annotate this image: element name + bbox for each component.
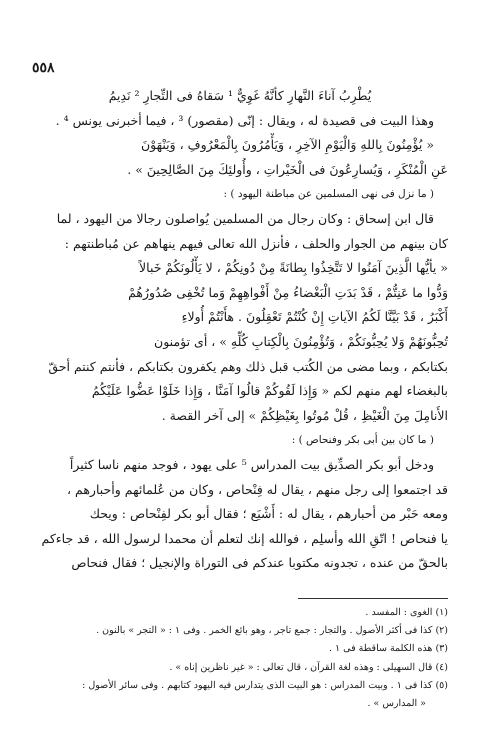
- poem-verse: يُطْرِبُ آناءَ النَّهارِ كأنَّهُ غَوِيٌّ ¹ سَقاهُ فى التِّجارِ ² نَدِيمُ: [108, 88, 372, 103]
- quran-verse-line: « يُؤْمِنُونَ بِاللهِ وَالْيَوْمِ الآخِرِ ، وَيَأْمُرُونَ بِالْمَعْرُوفِ ، وَيَنْهَوْنَ: [140, 137, 434, 153]
- text-line: بكتابكم ، وبما مضى من الكُتب قبل ذلك وهم يكفرون بكتابكم ، فأنتم كنتم أحقّ: [48, 358, 448, 374]
- section-heading: ( ما نزل فى نهى المسلمين عن مباطنة اليهود ) :: [223, 188, 434, 201]
- text-line: بالبغضاء لهم منهم لكم « وَإِذا لَقُوكُمْ قالُوا آمَنَّا ، وَإِذا خَلَوْا عَضُّوا عَلَيْكُمُ: [91, 383, 448, 399]
- text-line: قال ابن إسحاق : وكان رجال من المسلمين يُواصلون رجالا من اليهود ، لما: [56, 210, 434, 226]
- footnote-continuation: « المدارس » .: [367, 698, 426, 710]
- quran-verse-line: تُحِبُّونَهُمْ وَلا يُحِبُّونَكُمْ ، وَتُؤْمِنُونَ بِالْكِتابِ كُلِّهِ » ، أى تؤمنون: [154, 333, 448, 349]
- quran-verse-line: عَنِ الْمُنْكَرِ ، وَيُسارِعُونَ فى الْخَيْراتِ ، وأُولئِكَ مِنَ الصَّالِحِينَ » .: [127, 161, 448, 177]
- footnotes: [32, 604, 448, 713]
- footnote: (٢) كذا فى أكثر الأصول . والتجار : جمع تاجر ، وهو بائع الخمر . وفى ١ : « التجر » بالنون .: [96, 625, 448, 637]
- quran-verse-line: أَكْبَرُ ، قَدْ بَيَّنَّا لَكُمُ الآياتِ إِنْ كُنْتُمْ تَعْقِلُونَ . هأَنْتُمْ أُولاءِ: [181, 309, 448, 325]
- quran-verse-line: وَدُّوا ما عَنِتُّمْ ، قَدْ بَدَتِ الْبَغْضاءُ مِنْ أَفْواهِهِمْ وَما تُخْفِى صُدُورُهُمْ: [128, 284, 448, 300]
- section-heading: ( ما كان بين أبى بكر وفنحاص ) :: [291, 434, 434, 447]
- text-line: بالحقّ من عنده ، تجدونه مكتوبا عندكم فى التوراة والإنجيل ؛ فقال فنحاص: [71, 555, 448, 571]
- footnote-divider: [298, 598, 448, 599]
- text-line: يا فنحاص ! اتّقِ الله وأسلِم ، فوالله إنك لتعلم أن محمدا لرسول الله ، قد جاءكم: [41, 530, 448, 546]
- footnote: (٣) هذه الكلمة ساقطة فى ١ .: [328, 643, 448, 655]
- footnote: (١) الغوى : المفسد .: [365, 607, 448, 618]
- main-text: [32, 84, 448, 576]
- text-line: قد اجتمعوا إلى رجل منهم ، يقال له فِنْحاص ، وكان من عُلمائهم وأحبارهم ،: [67, 481, 448, 497]
- text-line: ودخل أبو بكر الصدِّيق بيت المدراس ⁵ على يهود ، فوجد منهم ناسا كثيراً: [69, 456, 434, 472]
- page-number: ٥٥٨: [32, 60, 55, 76]
- footnote: (٥) كذا فى ١ . وبيت المدراس : هو البيت الذى يتدارس فيه اليهود كتابهم . وفى سائر الأصول :: [82, 679, 448, 691]
- text-line: ومعه حَبْر من أحبارهم ، يقال له : أَشْيَع ؛ فقال أبو بكر لفِنْحاص : ويحك: [89, 506, 448, 522]
- text-line: الأَنامِلَ مِنَ الْغَيْظِ ، قُلْ مُوتُوا بِغَيْظِكُمْ » إلى آخر القصة .: [161, 407, 448, 423]
- text-line: وهذا البيت فى قصيدة له ، ويقال : إنّى (مقصور) ³ ، فيما أخبرنى يونس ⁴ .: [55, 112, 434, 128]
- quran-verse-line: « يأيُّها الَّذِينَ آمَنُوا لا تَتَّخِذُوا بِطانَةً مِنْ دُونِكُمْ ، لا يَأْلُونَكُمْ خَبالاً: [139, 260, 448, 276]
- text-line: كان بينهم من الجوار والحلف ، فأنزل الله تعالى فيهم ينهاهم عن مُباطنتهم :: [64, 235, 448, 251]
- footnote: (٤) قال السهيلى : وهذه لغة القرآن ، قال تعالى : « غير ناظرين إناه » .: [169, 661, 448, 673]
